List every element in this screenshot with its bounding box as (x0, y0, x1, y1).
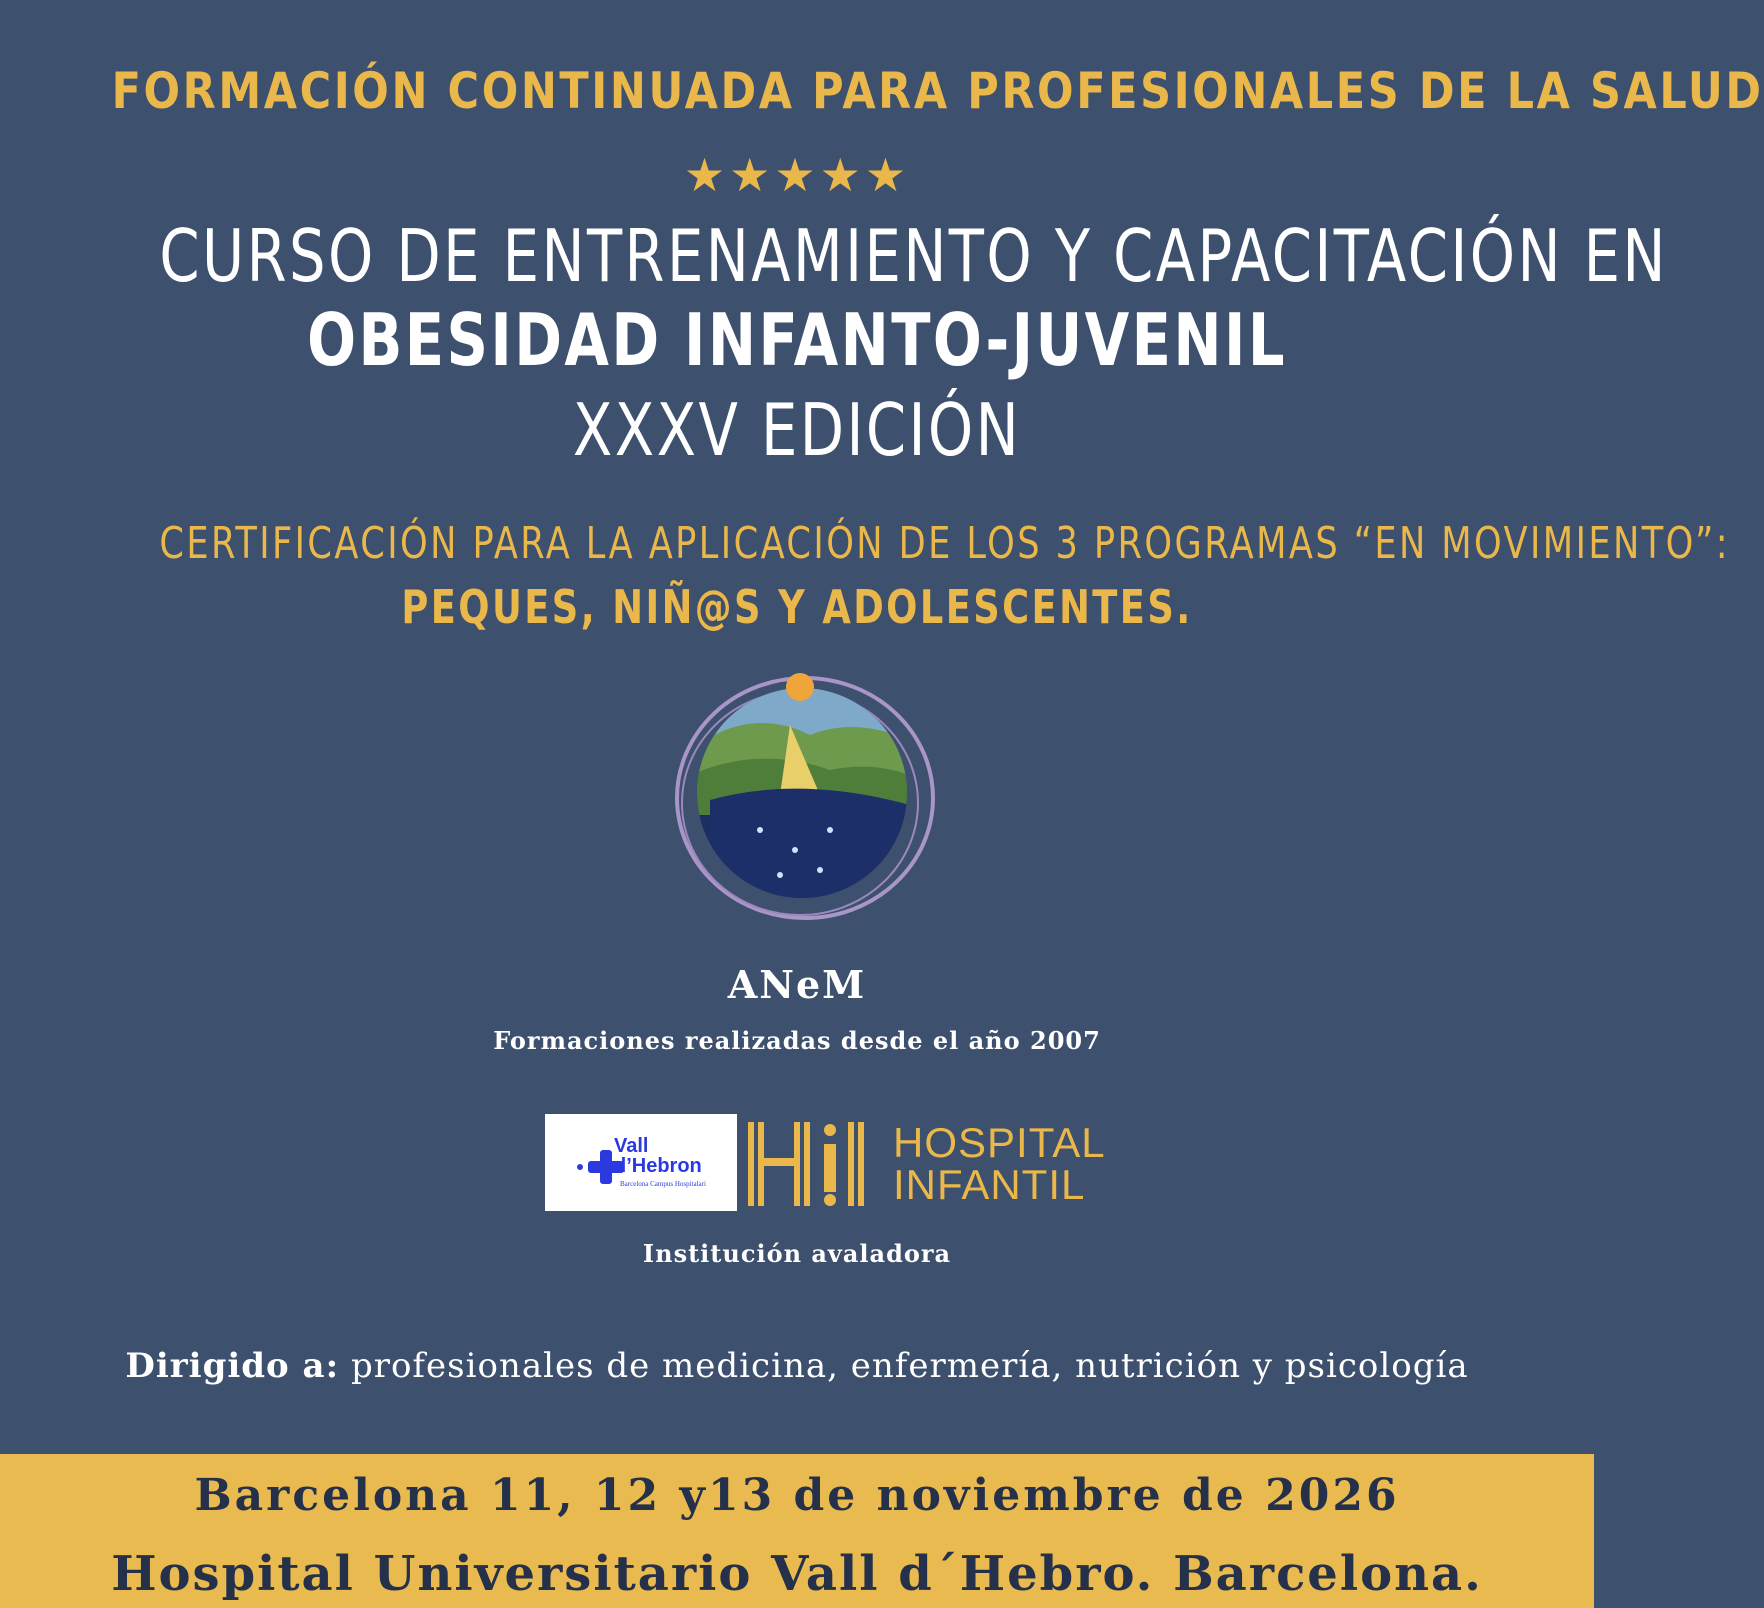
event-date: Barcelona 11, 12 y13 de noviembre de 2026 (194, 1470, 1400, 1521)
vall-hebron-name: Vall d’Hebron (614, 1135, 702, 1177)
edition-label: XXXV EDICIÓN (572, 388, 1022, 472)
organization-name: ANeM (727, 962, 867, 1007)
event-venue: Hospital Universitario Vall d´Hebro. Barcelona. (111, 1546, 1483, 1602)
vall-hebron-subtitle: Barcelona Campus Hospitalari (620, 1180, 706, 1188)
anem-logo-icon (670, 665, 940, 930)
organization-since: Formaciones realizadas desde el año 2007 (493, 1026, 1101, 1055)
rating-stars: ★★★★★ (683, 148, 911, 202)
target-audience-text: profesionales de medicina, enfermería, nutrición y psicología (339, 1346, 1469, 1386)
target-audience (0, 1346, 1594, 1386)
hospital-infantil-line-2: INFANTIL (893, 1161, 1086, 1208)
course-title-line-1: CURSO DE ENTRENAMIENTO Y CAPACITACIÓN EN (159, 214, 1668, 298)
target-audience-label: Dirigido a: (125, 1346, 340, 1386)
certification-line-2: PEQUES, NIÑ@S Y ADOLESCENTES. (401, 580, 1193, 634)
certification-line-1: CERTIFICACIÓN PARA LA APLICACIÓN DE LOS 3 PROGRAMAS “EN MOVIMIENTO”: (159, 518, 1731, 569)
hospital-infantil-line-1: HOSPITAL (893, 1119, 1106, 1166)
hospital-infantil-mark-icon (748, 1122, 888, 1206)
course-title-line-2: OBESIDAD INFANTO-JUVENIL (307, 298, 1287, 382)
endorsing-institution-caption: Institución avaladora (642, 1239, 952, 1268)
tagline: FORMACIÓN CONTINUADA PARA PROFESIONALES DE LA SALUD (111, 62, 1764, 120)
